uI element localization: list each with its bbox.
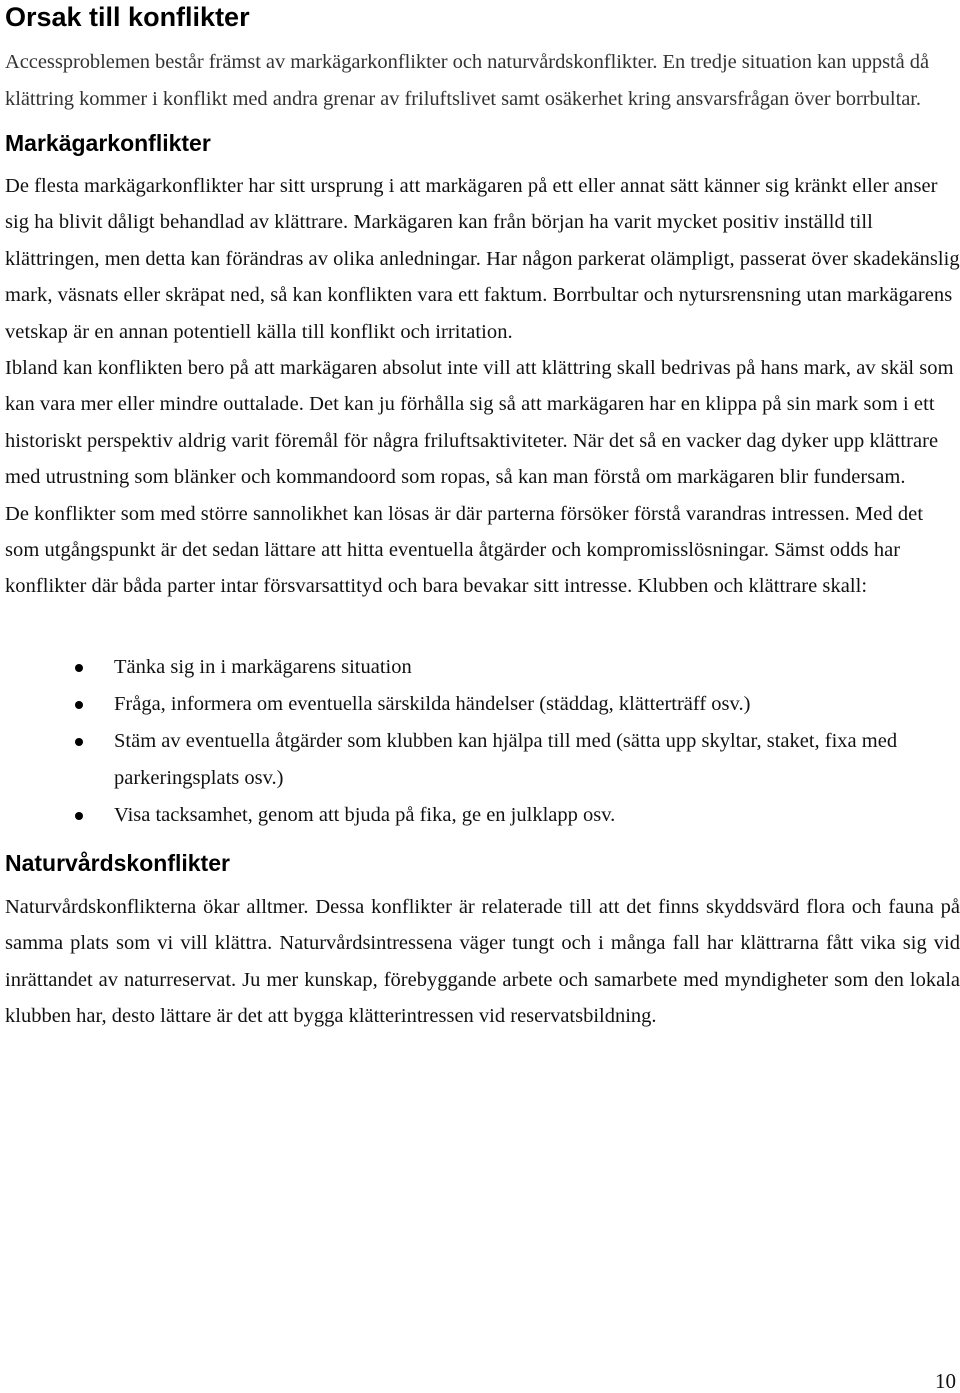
mark-paragraph-1: De flesta markägarkonflikter har sitt ursprung i att markägaren på ett eller annat sätt känner sig kränkt eller anser sig ha blivit dåligt behandlad av klättrare. Markägaren kan från början ha varit mycket positiv inställd till klättringen, men detta kan förändras av olika anledningar. Har någon parkerat olämpligt, passerat över skadekänslig mark, väsnats eller skräpat ned, så kan konflikten vara ett faktum. Borrbultar och nytursrensning utan markägarens vetskap är en annan potentiell källa till konflikt och irritation. <box>5 175 960 343</box>
list-item <box>5 649 960 686</box>
list-item <box>5 686 960 723</box>
document-page <box>5 0 960 1035</box>
bullet-icon <box>75 664 83 672</box>
section-heading-markagarkonflikter: Markägarkonflikter <box>5 130 211 156</box>
list-item-text: Stäm av eventuella åtgärder som klubben kan hjälpa till med (sätta upp skyltar, staket, fixa med parkeringsplats osv.) <box>114 729 898 789</box>
mark-paragraph-2: Ibland kan konflikten bero på att markägaren absolut inte vill att klättring skall bedrivas på hans mark, av skäl som kan vara mer eller mindre outtalade. Det kan ju förhålla sig så att markägaren har en klippa på sin mark som i ett historiskt perspektiv aldrig varit föremål för några friluftsaktiviteter. När det så en vacker dag dyker upp klättrare med utrustning som blänker och kommandoord som ropas, så kan man förstå om markägaren blir fundersam. <box>5 357 954 489</box>
list-item <box>5 723 960 797</box>
list-item-text: Fråga, informera om eventuella särskilda händelser (städdag, klätterträff osv.) <box>114 692 751 715</box>
natur-paragraph: Naturvårdskonflikterna ökar alltmer. Dessa konflikter är relaterade till att det finns skyddsvärd flora och fauna på samma plats som vi vill klättra. Naturvårdsintressena väger tungt och i många fall har klättrarna fått vika sig vid inrättandet av naturreservat. Ju mer kunskap, förebyggande arbete och samarbete med myndigheter som den lokala klubben har, desto lättare är det att bygga klätterintressen vid reservatsbildning. <box>5 895 960 1028</box>
mark-paragraph-3: De konflikter som med större sannolikhet kan lösas är där parterna försöker förstå varandras intressen. Med det som utgångspunkt är det sedan lättare att hitta eventuella åtgärder och kompromisslösningar. Sämst odds har konflikter där båda parter intar försvarsattityd och bara bevakar sitt intresse. Klubben och klättrare skall: <box>5 502 924 598</box>
page-number: 10 <box>935 1369 956 1393</box>
intro-paragraph: Accessproblemen består främst av markägarkonflikter och naturvårdskonflikter. En tredje situation kan uppstå då klättring kommer i konflikt med andra grenar av friluftslivet samt osäkerhet kring ansvarsfrågan över borrbultar. <box>5 51 930 110</box>
section-heading-naturvardskonflikter: Naturvårdskonflikter <box>5 849 230 876</box>
list-item <box>5 797 960 834</box>
bullet-icon <box>75 738 83 746</box>
page-title: Orsak till konflikter <box>5 2 250 32</box>
bullet-list <box>5 649 960 834</box>
bullet-icon <box>75 812 83 820</box>
list-item-text: Visa tacksamhet, genom att bjuda på fika, ge en julklapp osv. <box>114 803 616 826</box>
list-item-text: Tänka sig in i markägarens situation <box>114 655 412 678</box>
bullet-icon <box>75 701 83 709</box>
